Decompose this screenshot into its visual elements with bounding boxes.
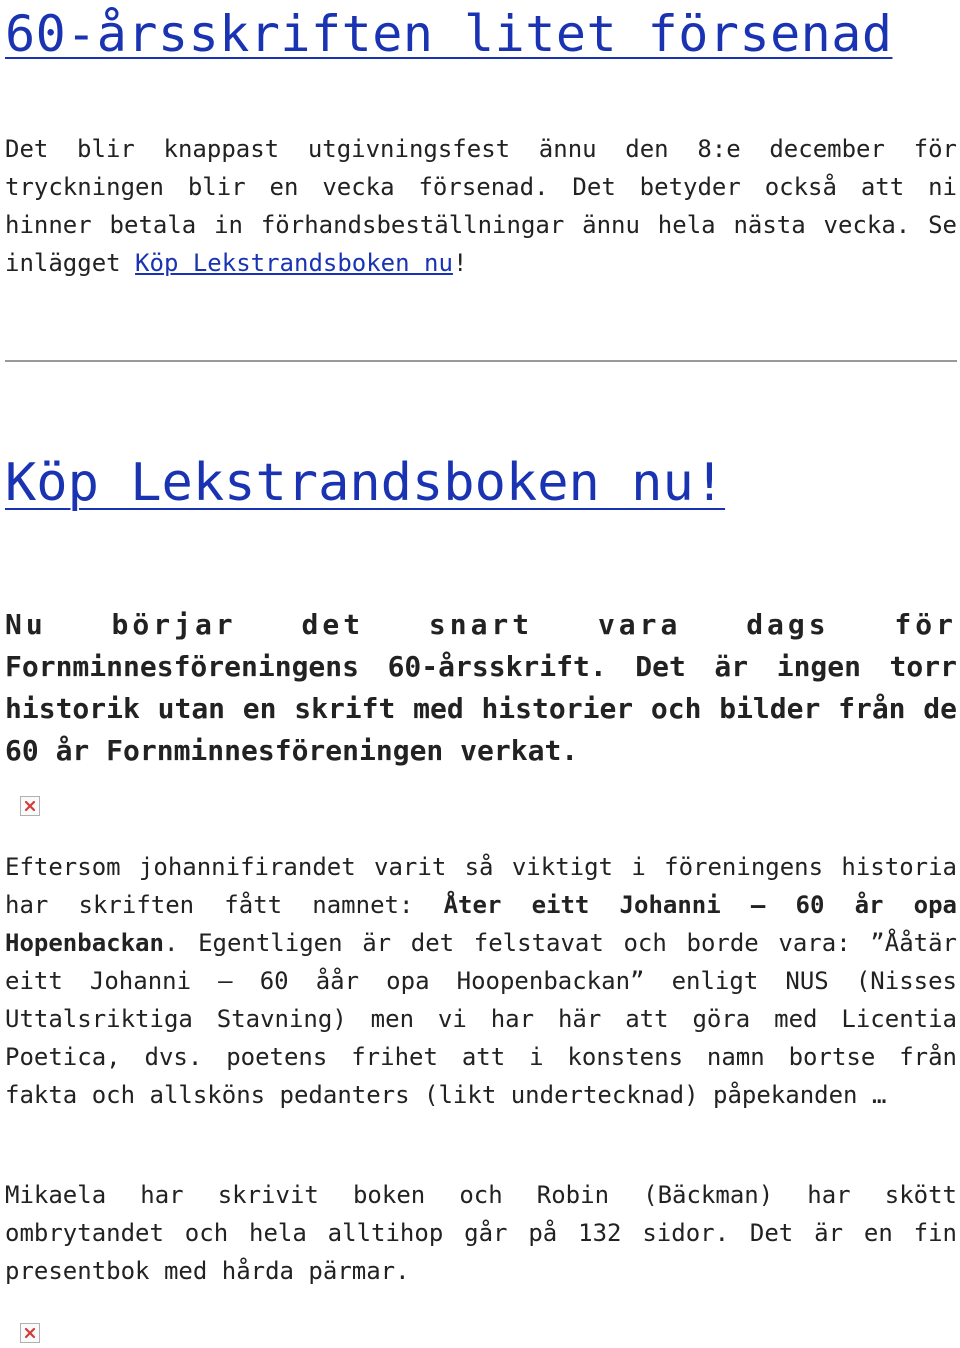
inline-link-kop-lekstrandsboken[interactable]: Köp Lekstrandsboken nu <box>135 249 453 277</box>
post-title-1-link[interactable]: 60-årsskriften litet försenad <box>5 5 893 63</box>
book-title-bold: Åter eitt Johanni – 60 år opa Hopenbackan <box>5 891 957 957</box>
post-1-body-text: Det blir knappast utgivningsfest ännu den 8:e december för tryckningen blir en vecka försenad. Det betyder också att ni hinner betala in förhandsbeställningar ännu hela nästa vecka. Se inlägget <box>5 135 957 277</box>
post-1-body <box>5 130 957 282</box>
post-title-1 <box>5 2 892 66</box>
broken-image-icon <box>20 796 40 816</box>
post-2-lead-rest: Fornminnesföreningens 60-årsskrift. Det är ingen torr historik utan en skrift med historier och bilder från de 60 år Fornminnesföreningen verkat. <box>5 650 957 767</box>
post-title-2 <box>5 450 725 516</box>
post-2-paragraph-name-rest: . Egentligen är det felstavat och borde vara: ”Ååtär eitt Johanni – 60 åår opa Hoopenbackan” enligt NUS (Nisses Uttalsriktiga Stavning) men vi har här att göra med Licentia Poetica, dvs. poetens frihet att i konstens namn bortse från fakta och allsköns pedanters (likt undertecknad) påpekanden … <box>5 929 957 1109</box>
broken-image-icon <box>20 1323 40 1343</box>
post-2-lead <box>5 604 957 772</box>
post-1-body-end: ! <box>452 249 468 277</box>
post-2-paragraph-name <box>5 848 957 1114</box>
post-2-paragraph-authors: Mikaela har skrivit boken och Robin (Bäckman) har skött ombrytandet och hela alltihop går på 132 sidor. Det är en fin presentbok med hårda pärmar. <box>5 1181 957 1285</box>
post-title-2-link[interactable]: Köp Lekstrandsboken nu! <box>5 453 726 513</box>
post-divider <box>5 360 957 362</box>
post-2-lead-spaced: Nu börjar det snart vara dags för <box>5 608 957 641</box>
post-2-paragraph-name-text: Eftersom johannifirandet varit så viktigt i föreningens historia har skriften fått namnet: <box>5 853 957 919</box>
